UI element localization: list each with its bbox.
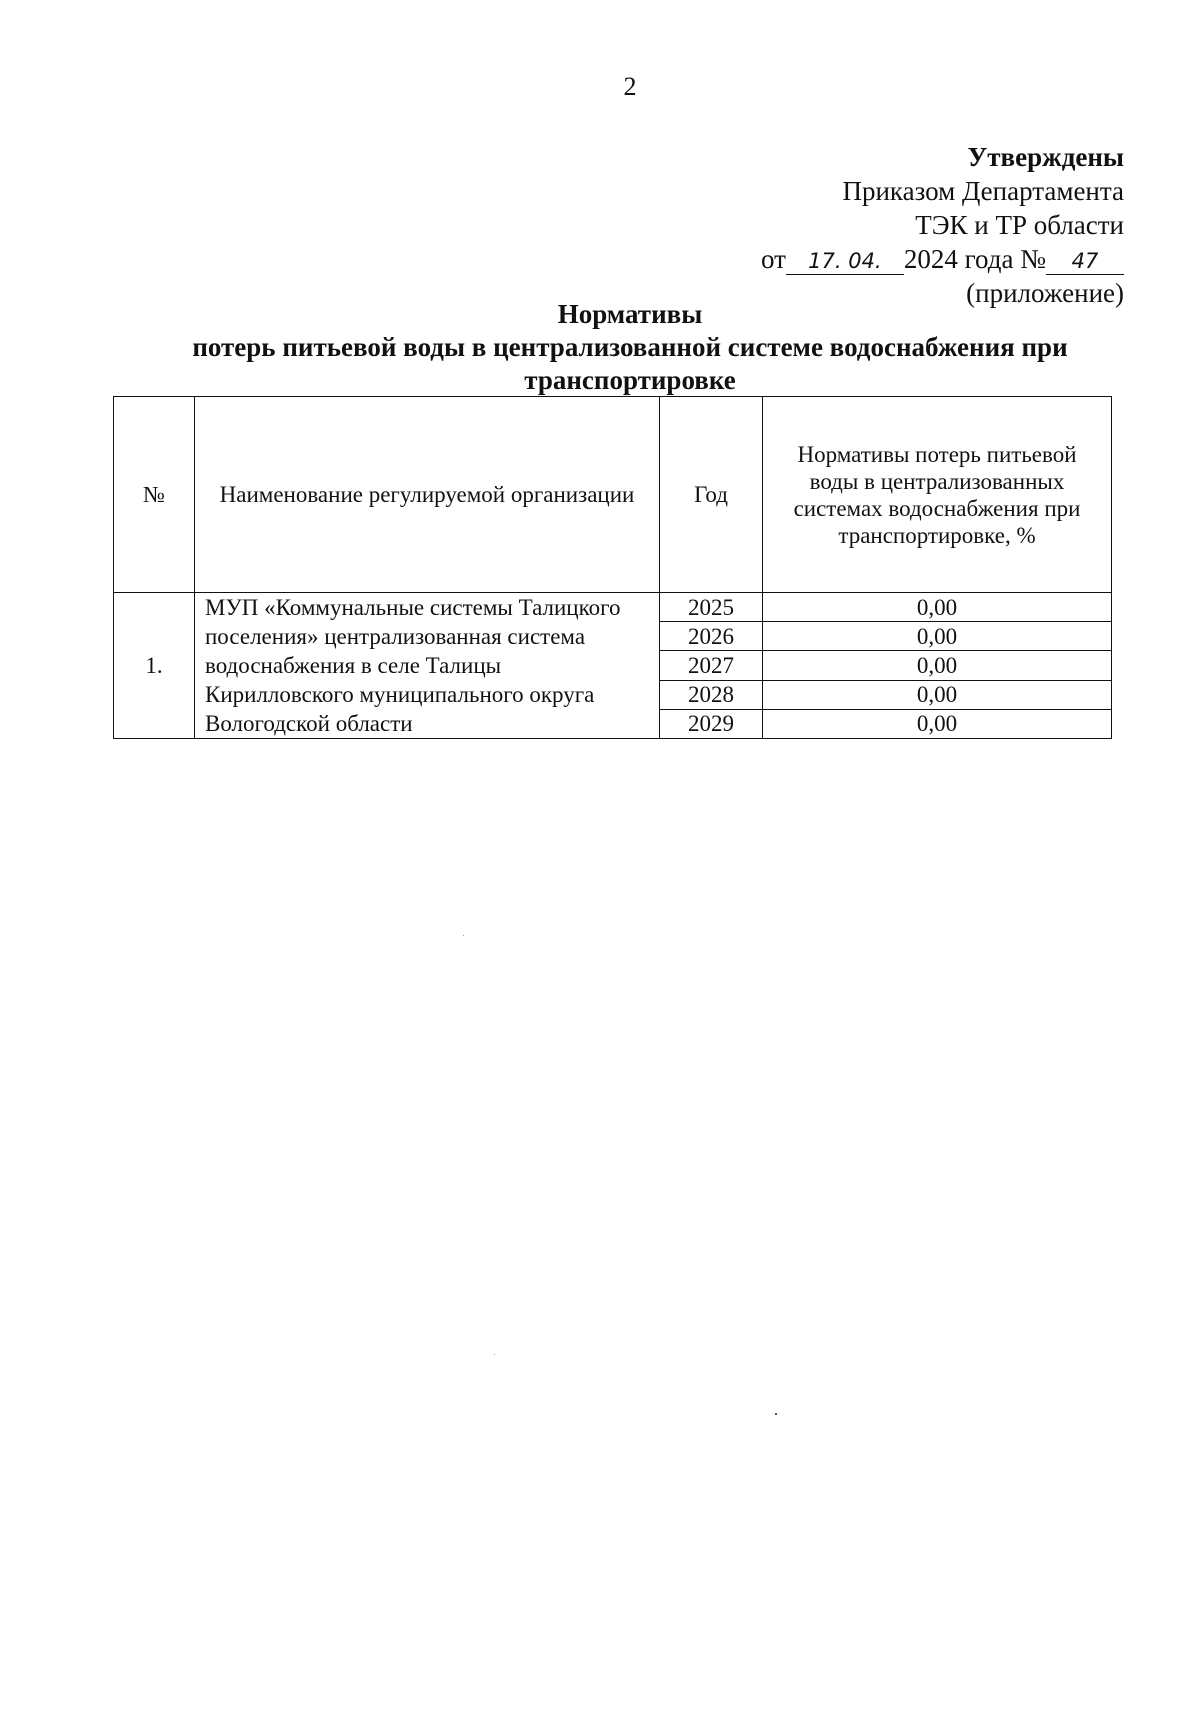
header-org-name: Наименование регулируемой организации <box>195 397 660 593</box>
heading-line-2: потерь питьевой воды в централизованной системе водоснабжения при <box>192 332 1068 362</box>
table-header-row <box>114 397 1112 593</box>
heading-line-3: транспортировке <box>524 365 736 395</box>
year-cell: 2029 <box>660 709 763 738</box>
norm-value-cell: 0,00 <box>763 593 1112 622</box>
approval-title: Утверждены <box>967 142 1124 172</box>
approval-date-line <box>761 242 1124 276</box>
heading-line-1: Нормативы <box>557 299 703 329</box>
date-suffix: 2024 года № <box>903 244 1046 274</box>
approval-line-1: Приказом Департамента <box>842 176 1124 206</box>
norm-value-cell: 0,00 <box>763 680 1112 709</box>
scan-speck <box>775 1413 777 1415</box>
header-norm: Нормативы потерь питьевой воды в централизованных системах водоснабжения при транспортировке, % <box>763 397 1112 593</box>
year-cell: 2025 <box>660 593 763 622</box>
approval-line-2: ТЭК и ТР области <box>915 210 1124 240</box>
header-num: № <box>114 397 195 593</box>
page-number: 2 <box>623 72 637 101</box>
scan-speck <box>494 1354 495 1355</box>
norm-value-cell: 0,00 <box>763 651 1112 680</box>
date-prefix: от <box>760 244 786 274</box>
row-org-name: МУП «Коммунальные системы Талицкого поселения» централизованная система водоснабжения в селе Талицы Кирилловского муниципального округа Вологодской области <box>195 593 660 739</box>
year-cell: 2027 <box>660 651 763 680</box>
scan-speck <box>463 935 464 936</box>
year-cell: 2026 <box>660 622 763 651</box>
norms-table <box>113 396 1112 739</box>
norm-value-cell: 0,00 <box>763 622 1112 651</box>
approval-block <box>761 140 1124 310</box>
year-cell: 2028 <box>660 680 763 709</box>
handwritten-number: 47 <box>1046 248 1124 275</box>
document-heading <box>110 298 1150 397</box>
handwritten-date: 17. 04. <box>786 248 904 275</box>
header-year: Год <box>660 397 763 593</box>
norm-value-cell: 0,00 <box>763 709 1112 738</box>
row-num: 1. <box>114 593 195 739</box>
table-row <box>114 593 1112 622</box>
approval-annex: (приложение) <box>966 278 1124 308</box>
